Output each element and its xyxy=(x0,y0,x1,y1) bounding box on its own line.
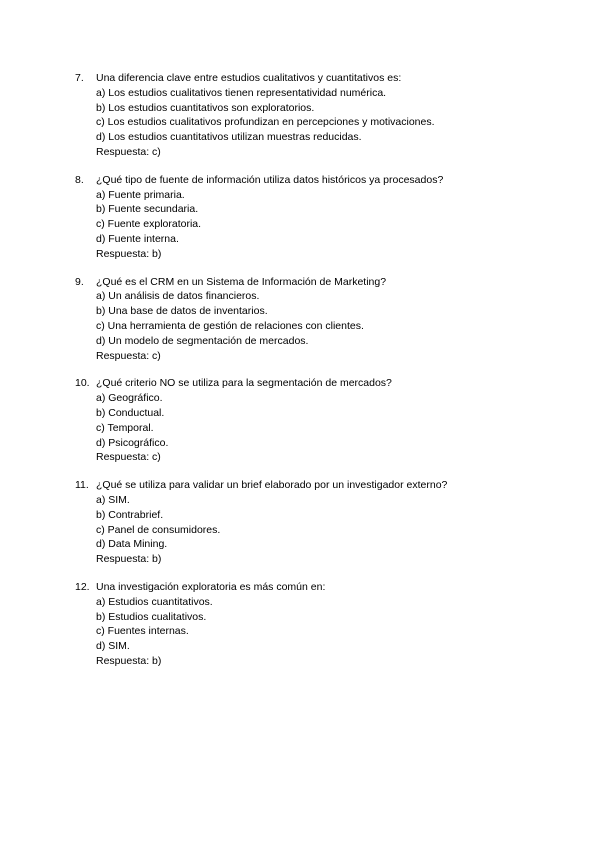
option-c: c) Una herramienta de gestión de relaciones con clientes. xyxy=(96,319,364,332)
question-stem xyxy=(75,173,575,188)
option-c: c) Panel de consumidores. xyxy=(96,523,221,536)
option-d: d) Fuente interna. xyxy=(96,232,179,245)
option-a: a) Un análisis de datos financieros. xyxy=(96,290,260,303)
option-a: a) SIM. xyxy=(96,493,130,506)
option-a: a) Fuente primaria. xyxy=(96,188,185,201)
question-number: 12. xyxy=(75,580,90,593)
question-7 xyxy=(75,71,575,160)
answer: Respuesta: b) xyxy=(96,553,162,566)
option-c: c) Los estudios cualitativos profundizan en percepciones y motivaciones. xyxy=(96,116,435,129)
question-stem xyxy=(75,580,575,595)
question-stem xyxy=(75,71,575,86)
answer: Respuesta: c) xyxy=(96,145,161,158)
option-d: d) SIM. xyxy=(96,640,130,653)
question-list xyxy=(75,71,575,682)
question-stem xyxy=(75,478,575,493)
question-text: ¿Qué es el CRM en un Sistema de Información de Marketing? xyxy=(96,275,387,288)
option-a: a) Los estudios cualitativos tienen representatividad numérica. xyxy=(96,86,387,99)
question-11 xyxy=(75,478,575,567)
option-b: b) Conductual. xyxy=(96,406,165,419)
option-d: d) Data Mining. xyxy=(96,538,168,551)
option-b: b) Fuente secundaria. xyxy=(96,203,199,216)
question-9 xyxy=(75,275,575,364)
option-a: a) Geográfico. xyxy=(96,392,163,405)
question-number: 11. xyxy=(75,479,89,492)
option-b: b) Contrabrief. xyxy=(96,508,164,521)
option-c: c) Fuente exploratoria. xyxy=(96,218,202,231)
question-stem xyxy=(75,275,575,290)
option-d: d) Los estudios cuantitativos utilizan muestras reducidas. xyxy=(96,131,362,144)
question-8 xyxy=(75,173,575,262)
answer: Respuesta: c) xyxy=(96,349,161,362)
option-d: d) Psicográfico. xyxy=(96,436,169,449)
question-text: Una investigación exploratoria es más común en: xyxy=(96,580,326,593)
question-number: 9. xyxy=(75,275,84,288)
answer: Respuesta: b) xyxy=(96,247,162,260)
question-stem xyxy=(75,376,575,391)
question-10 xyxy=(75,376,575,465)
option-b: b) Una base de datos de inventarios. xyxy=(96,305,268,318)
option-d: d) Un modelo de segmentación de mercados. xyxy=(96,334,309,347)
question-text: ¿Qué tipo de fuente de información utiliza datos históricos ya procesados? xyxy=(96,173,444,186)
question-text: Una diferencia clave entre estudios cualitativos y cuantitativos es: xyxy=(96,72,402,84)
question-number: 10. xyxy=(75,377,90,390)
question-number: 8. xyxy=(75,173,84,186)
question-text: ¿Qué criterio NO se utiliza para la segmentación de mercados? xyxy=(96,377,392,390)
question-text: ¿Qué se utiliza para validar un brief elaborado por un investigador externo? xyxy=(96,479,448,492)
option-b: b) Los estudios cuantitativos son exploratorios. xyxy=(96,101,315,114)
question-number: 7. xyxy=(75,72,84,84)
question-12 xyxy=(75,580,575,669)
answer: Respuesta: b) xyxy=(96,654,162,667)
option-b: b) Estudios cualitativos. xyxy=(96,610,207,623)
answer: Respuesta: c) xyxy=(96,451,161,464)
option-c: c) Fuentes internas. xyxy=(96,625,189,638)
option-a: a) Estudios cuantitativos. xyxy=(96,595,213,608)
option-c: c) Temporal. xyxy=(96,421,154,434)
